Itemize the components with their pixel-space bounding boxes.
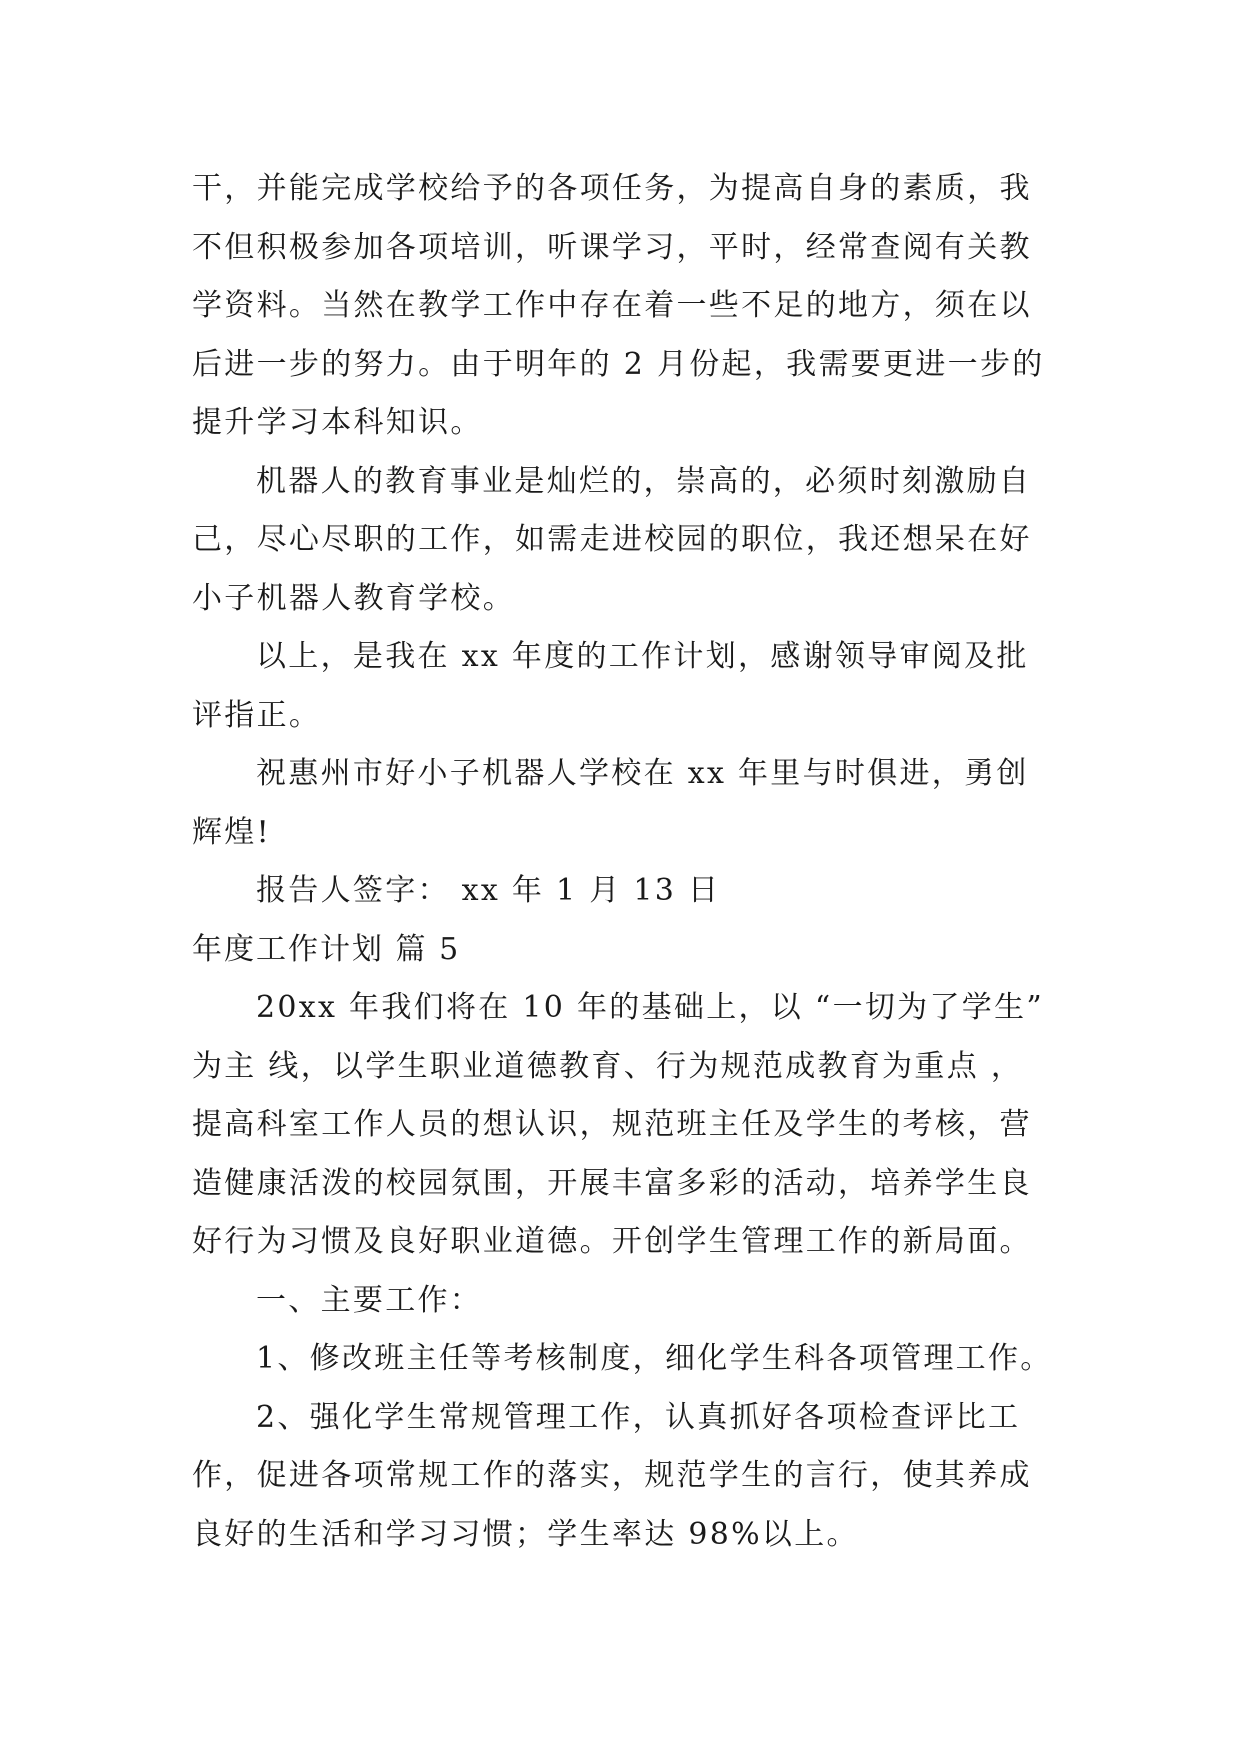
paragraph-line: 不但积极参加各项培训，听课学习，平时，经常查阅有关教 xyxy=(192,229,1032,265)
paragraph-line: 后进一步的努力。由于明年的 2 月份起，我需要更进一步的 xyxy=(192,346,1045,382)
paragraph-line: 为主 线，以学生职业道德教育、行为规范成教育为重点 ， xyxy=(192,1048,1024,1084)
paragraph-line: 评指正。 xyxy=(192,697,322,733)
signature-line: 报告人签字： xx 年 1 月 13 日 xyxy=(256,873,721,908)
paragraph-line: 作，促进各项常规工作的落实，规范学生的言行，使其养成 xyxy=(192,1458,1032,1493)
paragraph-line: 提高科室工作人员的想认识，规范班主任及学生的考核，营 xyxy=(192,1107,1032,1142)
document-body xyxy=(192,160,1052,1564)
list-item: 1、修改班主任等考核制度，细化学生科各项管理工作。 xyxy=(256,1341,1053,1376)
paragraph-line: 己，尽心尽职的工作，如需走进校园的职位，我还想呆在好 xyxy=(192,522,1032,557)
paragraph-line: 良好的生活和学习习惯；学生率达 98%以上。 xyxy=(192,1516,859,1552)
paragraph-line: 提升学习本科知识。 xyxy=(192,405,483,440)
list-item: 2、强化学生常规管理工作，认真抓好各项检查评比工 xyxy=(256,1399,1021,1435)
paragraph-line: 学资料。当然在教学工作中存在着一些不足的地方，须在以 xyxy=(192,288,1032,323)
section-heading: 年度工作计划 篇 5 xyxy=(192,931,461,967)
paragraph-line: 20xx 年我们将在 10 年的基础上，以 “一切为了学生” xyxy=(256,990,1045,1025)
paragraph-line: 好行为习惯及良好职业道德。开创学生管理工作的新局面。 xyxy=(192,1224,1032,1259)
paragraph-line: 造健康活泼的校园氛围，开展丰富多彩的活动，培养学生良 xyxy=(192,1165,1032,1201)
paragraph-line: 以上，是我在 xx 年度的工作计划，感谢领导审阅及批 xyxy=(256,639,1029,674)
paragraph-line: 辉煌! xyxy=(192,814,271,850)
paragraph-line: 机器人的教育事业是灿烂的，崇高的，必须时刻激励自 xyxy=(256,463,1032,499)
paragraph-line: 祝惠州市好小子机器人学校在 xx 年里与时俱进，勇创 xyxy=(256,756,1029,791)
paragraph-line: 干，并能完成学校给予的各项任务，为提高自身的素质，我 xyxy=(192,171,1032,206)
subsection-heading: 一、主要工作： xyxy=(256,1282,483,1318)
paragraph-line: 小子机器人教育学校。 xyxy=(192,580,515,616)
